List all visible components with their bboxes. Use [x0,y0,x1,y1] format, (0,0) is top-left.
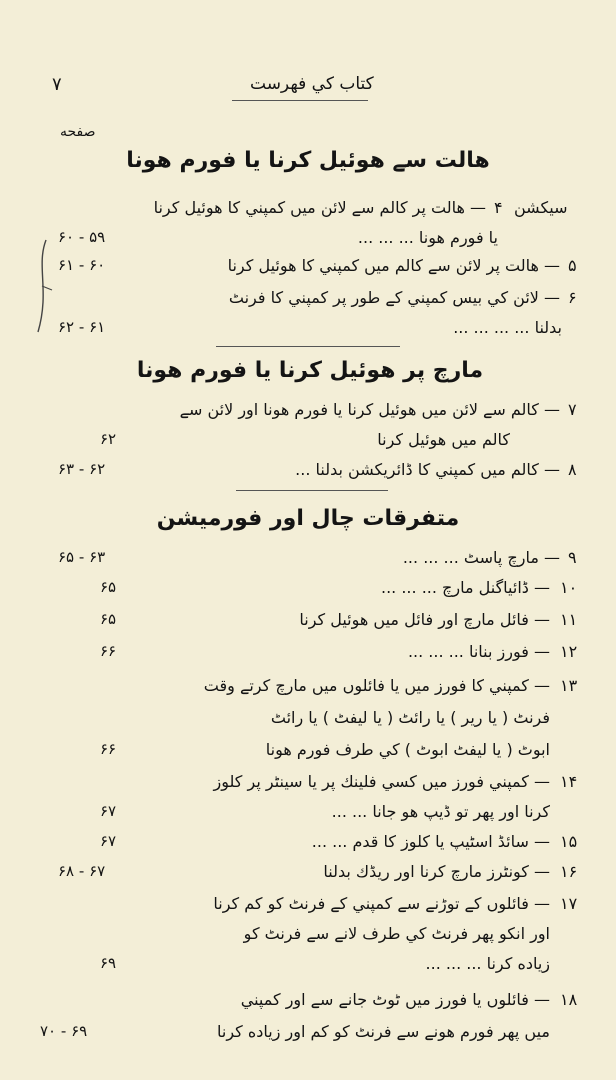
entry-title: — كالم ميں كمپني كا ڈائريكشن بدلنا ... [295,460,560,479]
entry-title: — فائل مارچ اور فائل ميں هوئيل كرنا [299,610,550,629]
entry-number: ۱۸ [560,990,578,1009]
entry-number: ۱۷ [560,894,578,913]
entry-pages: ۵۹ - ۶۰ [58,228,106,246]
entry-number: ۷ [568,400,577,419]
entry-number: ۶ [568,288,577,307]
entry-title-continued: كالم ميں هوئيل كرنا [377,430,510,449]
entry-title: — هالت پر لائن سے كالم ميں كمپني كا هوئيل كرنا [227,256,560,275]
entry-pages: ۶۷ - ۶۸ [58,862,106,880]
entry-title-continued: بدلنا ... ... ... ... [453,318,562,337]
entry-pages: ۶۵ [100,578,117,596]
title-underline [232,100,368,101]
entry-pages: ۶۹ [100,954,117,972]
section-prefix: سيكشن [514,198,568,217]
entry-title: — ڈائياگنل مارچ ... ... ... [381,578,550,597]
entry-pages: ۶۲ - ۶۳ [58,460,106,478]
entry-title-continued: يا فورم هونا ... ... ... [357,228,498,247]
entry-title: — فورز بنانا ... ... ... [407,642,550,661]
entry-number: ۵ [568,256,577,275]
entry-number: ۸ [568,460,577,479]
entry-pages: ۶۲ [100,430,117,448]
entry-title: — كونٹرز مارچ كرنا اور ريڈك بدلنا [323,862,550,881]
page-column-label: صفحه [60,124,96,140]
section-divider [236,490,388,491]
entry-title: — فائلوں يا فورز ميں ٹوٹ جانے سے اور كمپني [240,990,550,1009]
pencil-mark-icon [28,236,58,336]
entry-title-continued: زياده كرنا ... ... ... [425,954,550,973]
section-heading: هالت سے هوئيل كرنا يا فورم هونا [126,148,490,173]
entry-pages: ۶۶ [100,740,117,758]
entry-title: — هالت پر كالم سے لائن ميں كمپني كا هوئيل كرنا [153,198,486,217]
entry-number: ۱۳ [560,676,578,695]
entry-title-continued: ابوٹ ( يا ليفٹ ابوٹ ) كي طرف فورم هونا [265,740,550,759]
entry-title: — لائن كي بيس كمپني كے طور پر كمپني كا فرنٹ [228,288,560,307]
entry-pages: ۶۳ - ۶۵ [58,548,106,566]
entry-pages: ۶۰ - ۶۱ [58,256,106,274]
entry-pages: ۶۶ [100,642,117,660]
entry-title: — مارچ پاسٹ ... ... ... [402,548,560,567]
section-heading: متفرقات چال اور فورميشن [156,506,460,531]
entry-number: ۱۱ [560,610,578,629]
section-heading: مارچ پر هوئيل كرنا يا فورم هونا [136,358,484,383]
entry-title: — فائلوں كے توڑنے سے كمپني كے فرنٹ كو كم كرنا [213,894,550,913]
entry-title-continued: اور انكو پهر فرنٹ كي طرف لانے سے فرنٹ كو [243,924,550,943]
entry-title-continued: فرنٹ ( يا رير ) يا رائٹ ( يا ليفٹ ) يا رائٹ [270,708,550,727]
entry-number: ۹ [568,548,577,567]
entry-pages: ۶۹ - ۷۰ [40,1022,88,1040]
entry-number: ۱۰ [560,578,578,597]
section-divider [216,346,400,347]
entry-number: ۱۴ [560,772,578,791]
entry-title: — كمپني فورز ميں كسي فلينك پر يا سينٹر پر كلوز [213,772,550,791]
entry-title: — سائڈ اسٹيپ يا كلوز كا قدم ... ... [311,832,550,851]
entry-number: ۴ [494,198,503,217]
entry-pages: ۶۷ [100,832,117,850]
entry-pages: ۶۵ [100,610,117,628]
entry-title-continued: كرنا اور پهر تو ڈيپ هو جانا ... ... [331,802,550,821]
entry-number: ۱۶ [560,862,578,881]
running-title: كتاب كي فهرست [250,74,374,94]
entry-pages: ۶۷ [100,802,117,820]
entry-pages: ۶۱ - ۶۲ [58,318,106,336]
entry-number: ۱۵ [560,832,578,851]
page-number: ۷ [52,74,62,95]
entry-number: ۱۲ [560,642,578,661]
entry-title: — كالم سے لائن ميں هوئيل كرنا يا فورم هونا اور لائن سے [179,400,560,419]
entry-title-continued: ميں پهر فورم هونے سے فرنٹ كو كم اور زياده كرنا [217,1022,550,1041]
entry-title: — كمپني كا فورز ميں يا فائلوں ميں مارچ كرتے وقت [203,676,550,695]
